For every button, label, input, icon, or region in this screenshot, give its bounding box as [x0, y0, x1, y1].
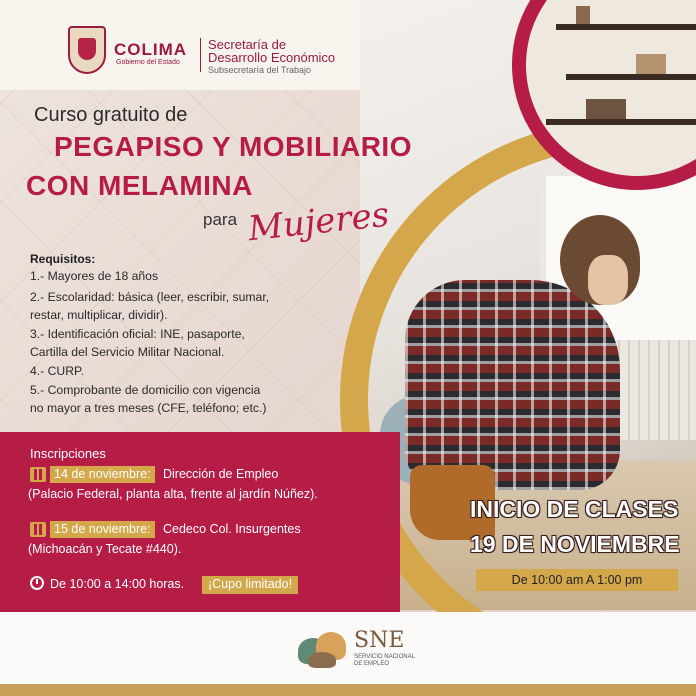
start-line2: 19 DE NOVIEMBRE: [470, 531, 680, 557]
state-coat-of-arms-icon: [68, 26, 106, 74]
registration-address-2: (Michoacán y Tecate #440).: [28, 542, 182, 556]
registration-address-1: (Palacio Federal, planta alta, frente al jardín Núñez).: [28, 487, 318, 501]
requirement-line: no mayor a tres meses (CFE, teléfono; etc.): [30, 401, 267, 415]
requirement-line: 3.- Identificación oficial: INE, pasaporte,: [30, 327, 245, 341]
registration-title: Inscripciones: [30, 446, 106, 461]
sne-subtitle-line1: SERVICIO NACIONAL: [354, 654, 415, 660]
requirement-line: 1.- Mayores de 18 años: [30, 269, 159, 283]
bottom-gold-strip: [0, 684, 696, 696]
requirement-line: restar, multiplicar, dividir).: [30, 308, 168, 322]
secretaria-line1: Secretaría de: [208, 37, 287, 52]
subsecretaria: Subsecretaría del Trabajo: [208, 65, 312, 75]
registration-hours: De 10:00 a 14:00 horas.: [50, 577, 185, 591]
calendar-icon: [30, 467, 46, 482]
registration-place-2: Cedeco Col. Insurgentes: [163, 522, 301, 536]
start-line1: INICIO DE CLASES: [470, 496, 679, 522]
sne-logo-text: SNE: [354, 628, 405, 653]
calendar-icon: [30, 522, 46, 537]
brand-name: COLIMA: [114, 40, 188, 59]
footer: [0, 612, 696, 684]
requirement-line: 2.- Escolaridad: básica (leer, escribir, sumar,: [30, 290, 270, 304]
course-intro: Curso gratuito de: [34, 104, 188, 126]
course-title-line2: CON MELAMINA: [26, 170, 253, 201]
brand-subtitle: Gobierno del Estado: [116, 59, 180, 66]
registration-date-2: 15 de noviembre:: [50, 521, 155, 538]
sne-subtitle-line2: DE EMPLEO: [354, 661, 390, 668]
class-schedule: De 10:00 am A 1:00 pm: [476, 569, 678, 591]
requirement-line: 5.- Comprobante de domicilio con vigencia: [30, 383, 261, 397]
limited-badge: ¡Cupo limitado!: [202, 576, 298, 594]
course-title-line1: PEGAPISO Y MOBILIARIO: [54, 131, 412, 162]
handshake-icon: [298, 628, 346, 670]
clock-icon: [30, 576, 44, 590]
registration-place-1: Dirección de Empleo: [163, 467, 279, 481]
requirement-line: Cartilla del Servicio Militar Nacional.: [30, 345, 225, 359]
secretaria-line2: Desarrollo Económico: [208, 50, 336, 65]
course-para: para: [203, 210, 238, 229]
sne-subtitle: [354, 654, 415, 668]
header-divider: [200, 38, 201, 72]
requirements-title: Requisitos:: [30, 252, 96, 266]
requirement-line: 4.- CURP.: [30, 364, 84, 378]
course-audience: Mujeres: [246, 194, 391, 250]
registration-date-1: 14 de noviembre:: [50, 466, 155, 483]
woman-face: [588, 255, 628, 305]
woman-plaid-shirt: [405, 280, 620, 490]
